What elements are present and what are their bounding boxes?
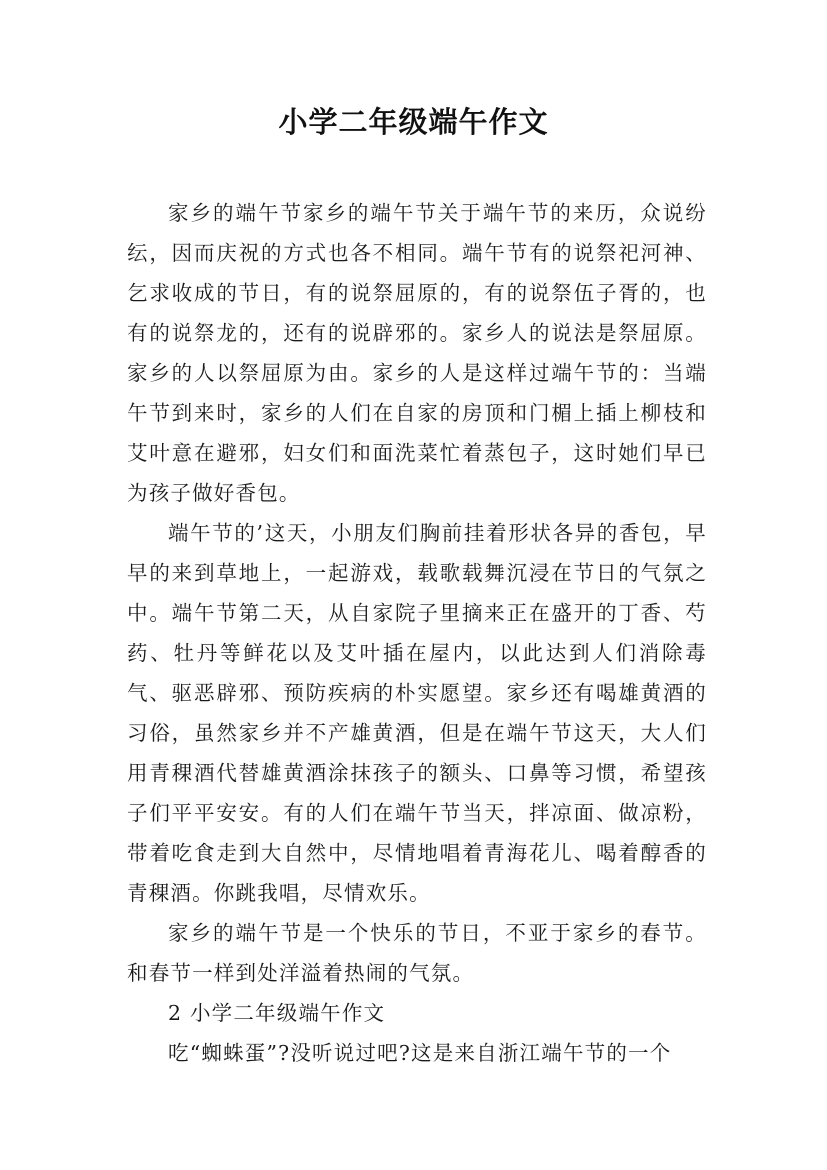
paragraph-3: 家乡的端午节是一个快乐的节日，不亚于家乡的春节。和春节一样到处洋溢着热闹的气氛。 xyxy=(127,921,707,985)
paragraph-1: 家乡的端午节家乡的端午节关于端午节的来历，众说纷纭，因而庆祝的方式也各不相同。端午节有的说祭祀河神、乞求收成的节日，有的说祭屈原的，有的说祭伍子胥的，也有的说祭龙的，还有的说辟邪的。家乡人的说法是祭屈原。家乡的人以祭屈原为由。家乡的人是这样过端午节的：当端午节到来时，家乡的人们在自家的房顶和门楣上插上柳枝和艾叶意在避邪，妇女们和面洗菜忙着蒸包子，这时她们早已为孩子做好香包。 xyxy=(127,201,707,505)
paragraph-4: 吃“蜘蛛蛋”?没听说过吧?这是来自浙江端午节的一个 xyxy=(168,1041,672,1065)
paragraph-2: 端午节的’这天，小朋友们胸前挂着形状各异的香包，早早的来到草地上，一起游戏，载歌载舞沉浸在节日的气氛之中。端午节第二天，从自家院子里摘来正在盛开的丁香、芍药、牡丹等鲜花以及艾叶插在屋内，以此达到人们消除毒气、驱恶辟邪、预防疾病的朴实愿望。家乡还有喝雄黄酒的习俗，虽然家乡并不产雄黄酒，但是在端午节这天，大人们用青稞酒代替雄黄酒涂抹孩子的额头、口鼻等习惯，希望孩子们平平安安。有的人们在端午节当天，拌凉面、做凉粉，带着吃食走到大自然中，尽情地唱着青海花儿、喝着醇香的青稞酒。你跳我唱，尽情欢乐。 xyxy=(127,521,707,905)
section-heading: 2 小学二年级端午作文 xyxy=(168,1001,386,1025)
document-body xyxy=(127,193,707,1073)
document-title: 小学二年级端午作文 xyxy=(278,105,549,139)
